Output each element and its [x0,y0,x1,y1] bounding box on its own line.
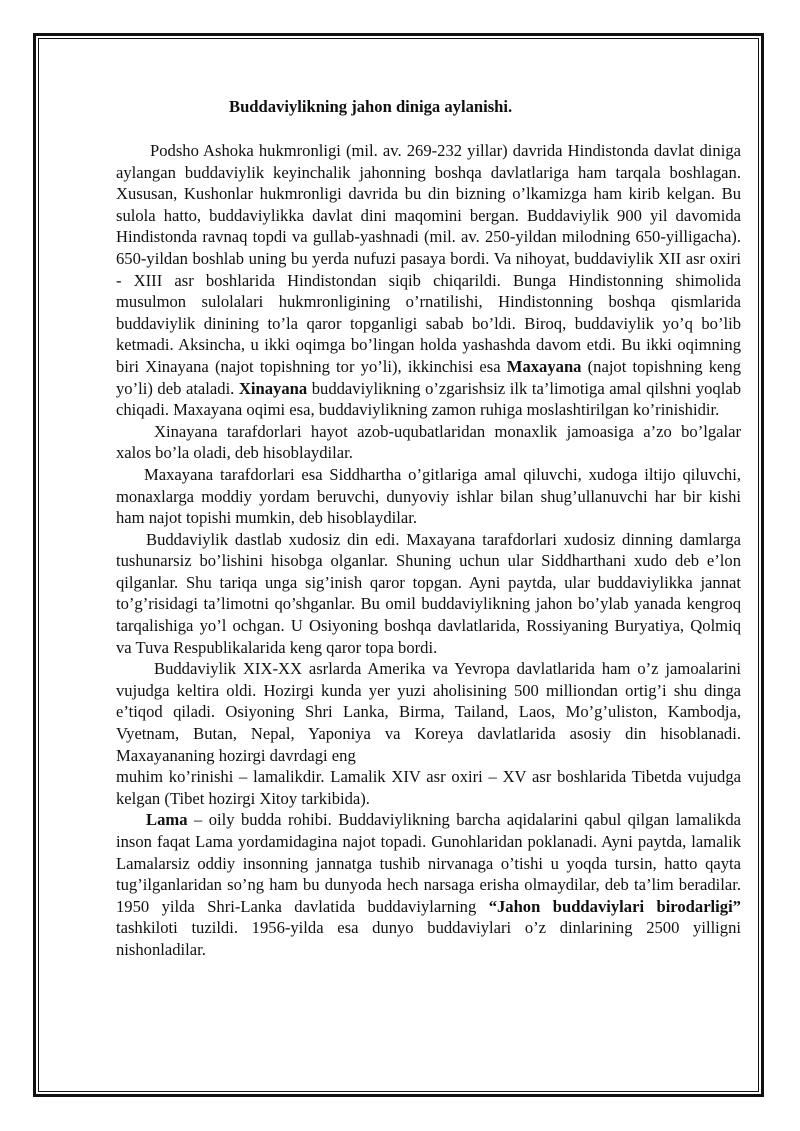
paragraph-6-text-a: – oily budda rohibi. Buddaviylikning barcha aqidalarini qabul qilgan lamalikda inson faqat Lama yordamidagina najot topadi. Gunohlaridan poklanadi. Ayni paytda, lamalik Lamalarsiz oddiy insonning jannatga tushib nirvanaga o’tishi u yoqda tursin, hatto qayta tug’ilganlaridan so’ng ham bu dunyoda hech narsaga erisha olmaydilar, deb ta’lim beradilar. 1950 yilda Shri-Lanka davlatida buddaviylarning [116,810,741,916]
document-body [116,96,741,961]
paragraph-1-text-a: Podsho Ashoka hukmronligi (mil. av. 269-232 yillar) davrida Hindistonda davlat diniga aylangan buddaviylik keyinchalik jahonning boshqa davlatlariga ham tarqala boshlagan. Xususan, Kushonlar hukmronligi davrida bu din bizning o’lkamizga ham kirib kelgan. Bu sulola hatto, buddaviylikka davlat dini maqomini bergan. Buddaviylik 900 yil davomida Hindistonda ravnaq topdi va gullab-yashnadi (mil. av. 250-yildan milodning 650-yilligacha). 650-yildan boshlab uning bu yerda nufuzi pasaya bordi. Va nihoyat, buddaviylik XII asr oxiri - XIII asr boshlarida Hindistondan siqib chiqarildi. Bunga Hindistonning shimolida musulmon sulolalari hukmronligining o’rnatilishi, Hindistonning boshqa qismlarida buddaviylik dinining to’la qaror topganligi sabab bo’ldi. Biroq, buddaviylik yo’q bo’lib ketmadi. Aksincha, u ikki oqimga bo’lingan holda yashashda davom etdi. Bu ikki oqimning biri Xinayana (najot topishning tor yo’li), ikkinchisi esa [116,141,741,376]
paragraph-6 [116,809,741,960]
paragraph-1-bold-maxayana: Maxayana [506,356,582,376]
paragraph-1 [116,140,741,421]
paragraph-1-text-b: (najot topishning keng yo’li) deb ataladi. [116,356,741,398]
paragraph-6-bold-lama: Lama [146,810,188,830]
paragraph-3: Maxayana tarafdorlari esa Siddhartha o’gitlariga amal qiluvchi, xudoga iltijo qiluvchi, monaxlarga moddiy yordam beruvchi, dunyoviy ishlar bilan shug’ullanuvchi har bir kishi ham najot topishi mumkin, deb hisoblaydilar. [116,464,741,528]
paragraph-4: Buddaviylik dastlab xudosiz din edi. Maxayana tarafdorlari xudosiz dinning damlarga tushunarsiz bo’lishini hisobga olganlar. Shuning uchun ular Siddharthani xudo deb e’lon qilganlar. Shu tariqa unga sig’inish qaror topgan. Ayni paytda, ular buddaviylikka jannat to’g’risidagi ta’limotni qo’shganlar. Bu omil buddaviylikning jahon bo’ylab yanada kengroq tarqalishiga yo’l ochgan. U Osiyoning boshqa davlatlarida, Rossiyaning Buryatiya, Qolmiq va Tuva Respublikalarida keng qaror topa bordi. [116,529,741,657]
paragraph-1-bold-xinayana: Xinayana [238,378,308,398]
paragraph-6-text-b: tashkiloti tuzildi. 1956-yilda esa dunyo buddaviylari o’z dinlarining 2500 yilligni nishonladilar. [116,918,741,959]
paragraph-5b: muhim ko’rinishi – lamalikdir. Lamalik XIV asr oxiri – XV asr boshlarida Tibetda vujudga kelgan (Tibet hozirgi Xitoy tarkibida). [116,767,741,808]
paragraph-1-text-c: buddaviylikning o’zgarishsiz ilk ta’limotiga amal qilshni yoqlab chiqadi. Maxayana oqimi esa, buddaviylikning zamon ruhiga moslashtirilgan ko’rinishidir. [116,378,741,420]
paragraph-6-bold-organization: “Jahon buddaviylari birodarligi” [488,896,741,916]
paragraph-2: Xinayana tarafdorlari hayot azob-uqubatlaridan monaxlik jamoasiga a’zo bo’lgalar xalos bo’la oladi, deb hisoblaydilar. [116,421,741,463]
paragraph-5a: Buddaviylik XIX-XX asrlarda Amerika va Yevropa davlatlarida ham o’z jamoalarini vujudga keltira oldi. Hozirgi kunda yer yuzi aholisining 500 milliondan ortig’i shu dinga e’tiqod qiladi. Osiyoning Shri Lanka, Birma, Tailand, Laos, Mo’g’uliston, Kambodja, Vyetnam, Butan, Nepal, Yaponiya va Koreya davlatlarida asosiy din hisoblanadi. Maxayananing hozirgi davrdagi eng [116,659,741,765]
page-title: Buddaviylikning jahon diniga aylanishi. [229,97,513,116]
